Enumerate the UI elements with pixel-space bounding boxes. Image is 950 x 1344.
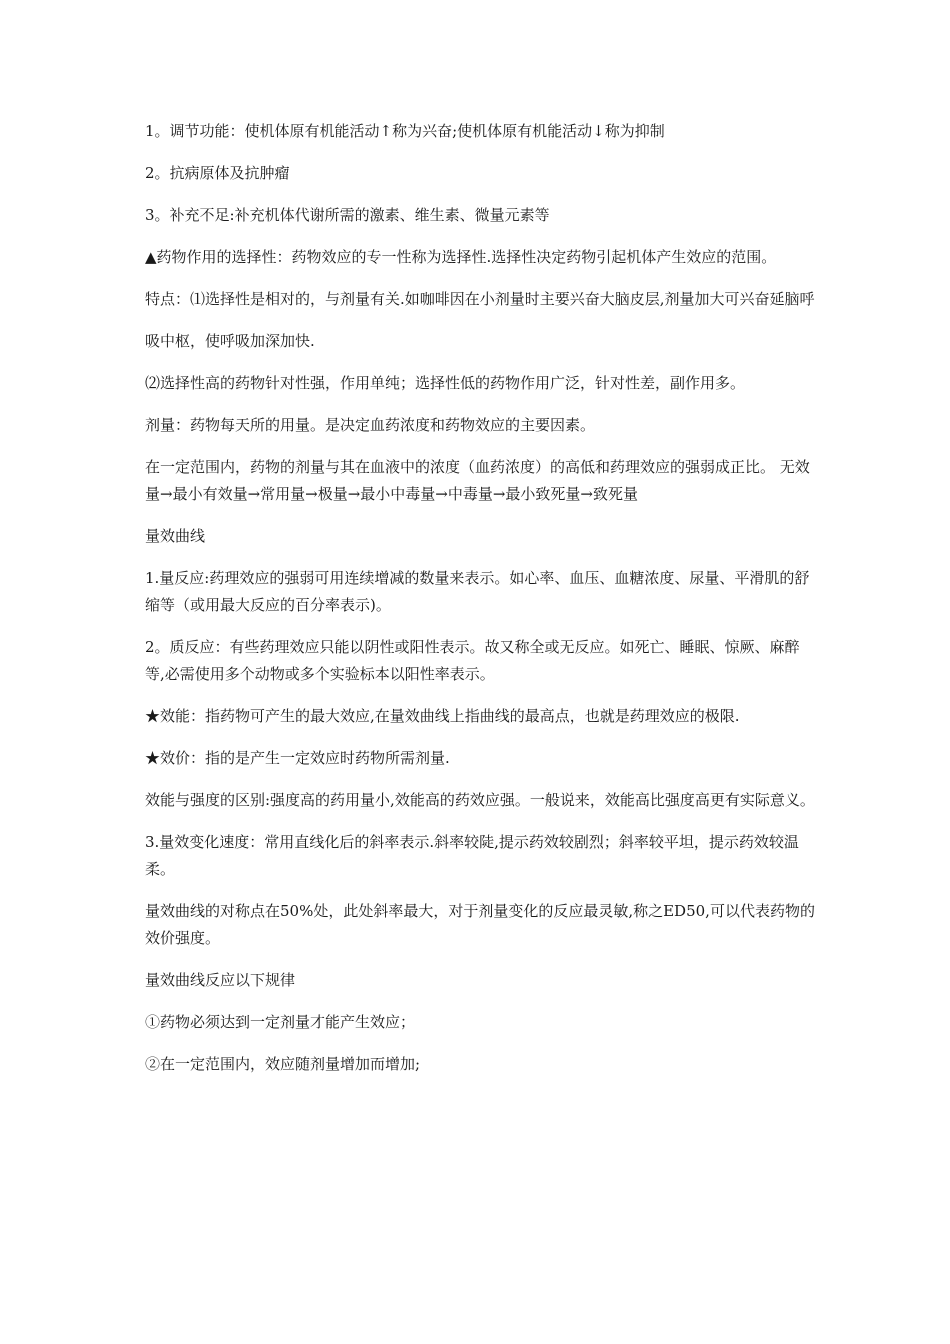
- list-item-rule-2: ②在一定范围内，效应随剂量增加而增加;: [145, 1055, 421, 1073]
- paragraph-anti-pathogen: 2。抗病原体及抗肿瘤: [145, 164, 290, 182]
- paragraph-slope: 3.量效变化速度：常用直线化后的斜率表示.斜率较陡,提示药效较剧烈；斜率较平坦，提示药效较温柔。: [145, 833, 799, 878]
- heading-dose-effect-curve: 量效曲线: [145, 527, 206, 545]
- paragraph-selectivity: ▲药物作用的选择性：药物效应的专一性称为选择性.选择性决定药物引起机体产生效应的范围。: [145, 248, 777, 266]
- paragraph-regulatory-function: 1。调节功能：使机体原有机能活动↑称为兴奋;使机体原有机能活动↓称为抑制: [145, 122, 665, 140]
- paragraph-dose-range: 在一定范围内，药物的剂量与其在血液中的浓度（血药浓度）的高低和药理效应的强弱成正比。 无效量→最小有效量→常用量→极量→最小中毒量→中毒量→最小致死量→致死量: [145, 458, 810, 503]
- paragraph-efficacy-vs-potency: 效能与强度的区别:强度高的药用量小,效能高的药效应强。一般说来，效能高比强度高更有实际意义。: [145, 791, 815, 809]
- paragraph-supplement: 3。补充不足:补充机体代谢所需的激素、维生素、微量元素等: [145, 206, 550, 224]
- paragraph-potency: ★效价：指的是产生一定效应时药物所需剂量.: [145, 749, 450, 767]
- document-body: [145, 118, 815, 1093]
- paragraph-dose: 剂量：药物每天所的用量。是决定血药浓度和药物效应的主要因素。: [145, 416, 596, 434]
- paragraph-features: 特点：⑴选择性是相对的，与剂量有关.如咖啡因在小剂量时主要兴奋大脑皮层,剂量加大可兴奋延脑呼: [145, 290, 815, 308]
- list-item-rule-1: ①药物必须达到一定剂量才能产生效应；: [145, 1013, 416, 1031]
- paragraph-quantal-response: 2。质反应：有些药理效应只能以阴性或阳性表示。故又称全或无反应。如死亡、睡眠、惊厥、麻醉等,必需使用多个动物或多个实验标本以阳性率表示。: [145, 638, 800, 683]
- paragraph-graded-response: 1.量反应:药理效应的强弱可用连续增减的数量来表示。如心率、血压、血糖浓度、尿量、平滑肌的舒缩等（或用最大反应的百分率表示)。: [145, 569, 810, 614]
- paragraph-features-cont: 吸中枢，使呼吸加深加快.: [145, 332, 315, 350]
- paragraph-high-selectivity: ⑵选择性高的药物针对性强，作用单纯；选择性低的药物作用广泛，针对性差，副作用多。: [145, 374, 746, 392]
- paragraph-ed50: 量效曲线的对称点在50%处，此处斜率最大，对于剂量变化的反应最灵敏,称之ED50,可以代表药物的效价强度。: [145, 902, 815, 947]
- heading-curve-rules: 量效曲线反应以下规律: [145, 971, 296, 989]
- paragraph-efficacy: ★效能：指药物可产生的最大效应,在量效曲线上指曲线的最高点，也就是药理效应的极限.: [145, 707, 740, 725]
